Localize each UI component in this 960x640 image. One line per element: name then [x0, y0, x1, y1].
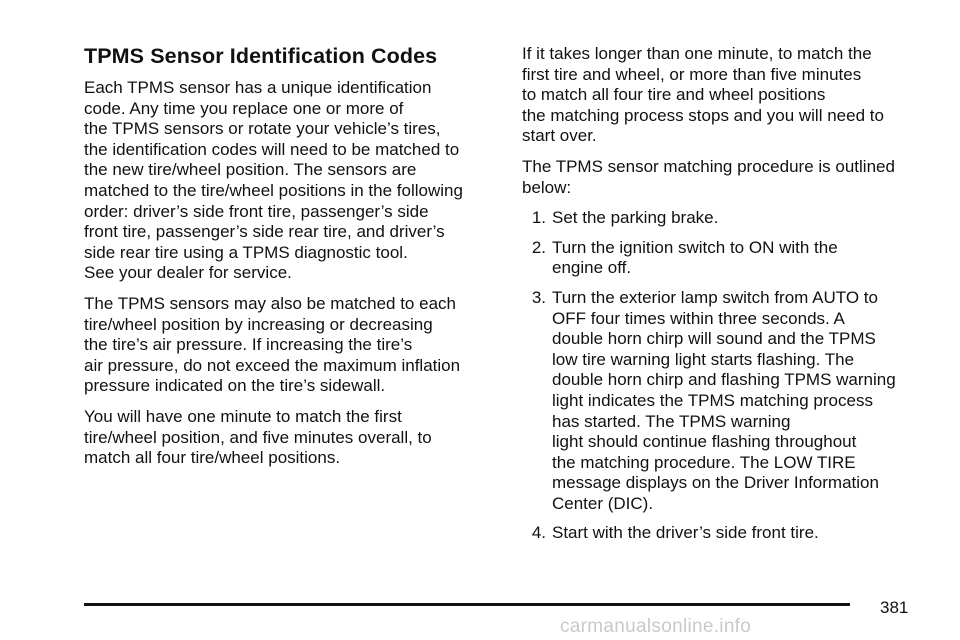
right-column	[522, 44, 932, 553]
paragraph-procedure-intro: The TPMS sensor matching procedure is outlined below:	[522, 156, 895, 197]
watermark-text: carmanualsonline.info	[560, 616, 752, 637]
footer-rule	[84, 603, 850, 606]
section-heading: TPMS Sensor Identification Codes	[84, 44, 438, 68]
paragraph-air-pressure-method: The TPMS sensors may also be matched to each tire/wheel position by increasing or decreasing the tire’s air pressure. If increasing the tire’s air pressure, do not exceed the maximum inflation pressure indicated on the tire’s sidewall.	[84, 293, 461, 396]
paragraph-sensor-codes: Each TPMS sensor has a unique identification code. Any time you replace one or more of the TPMS sensors or rotate your vehicle’s tires, the identification codes will need to be matched to the new tire/wheel position. The sensors are matched to the tire/wheel positions in the following order: driver’s side front tire, passenger’s side front tire, passenger’s side rear tire, and driver’s side rear tire using a TPMS diagnostic tool. See your dealer for service.	[84, 78, 463, 283]
step-text: Turn the exterior lamp switch from AUTO to OFF four times within three seconds. A double horn chirp will sound and the TPMS low tire warning light starts flashing. The double horn chirp and flashing TPMS warning light indicates the TPMS matching process has started. The TPMS warning light should continue flashing throughout the matching procedure. The LOW TIRE message displays on the Driver Information Center (DIC).	[552, 287, 896, 513]
procedure-step	[522, 238, 932, 279]
paragraph-time-limits: You will have one minute to match the first tire/wheel position, and five minutes overall, to match all four tire/wheel positions.	[84, 406, 432, 468]
step-text: Set the parking brake.	[552, 208, 719, 228]
paragraph-start-over: If it takes longer than one minute, to match the first tire and wheel, or more than five minutes to match all four tire and wheel positions the matching process stops and you will need to start over.	[522, 44, 884, 146]
step-number: 3.	[531, 287, 546, 307]
step-text: Start with the driver’s side front tire.	[552, 523, 819, 543]
step-number: 2.	[531, 237, 546, 257]
step-number: 4.	[531, 523, 546, 543]
page-number: 381	[880, 598, 909, 617]
procedure-step	[522, 208, 932, 229]
step-number: 1.	[531, 208, 546, 228]
procedure-step	[522, 523, 932, 544]
procedure-step	[522, 288, 932, 515]
step-text: Turn the ignition switch to ON with the engine off.	[552, 237, 838, 278]
procedure-steps	[522, 208, 932, 544]
left-column	[84, 44, 494, 479]
